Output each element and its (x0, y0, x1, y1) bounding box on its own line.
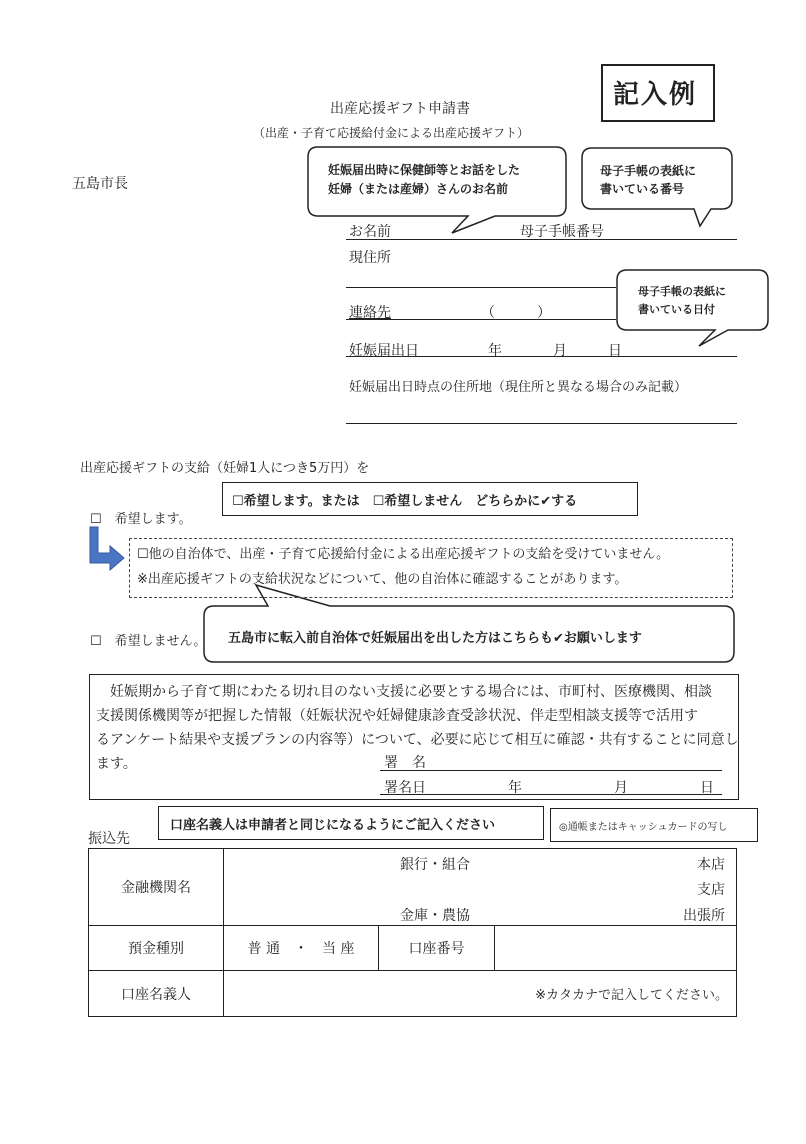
holder-label: 口座名義人 (121, 986, 191, 1003)
holder-input-cell[interactable] (224, 971, 737, 1017)
pregnancy-date-line[interactable] (346, 356, 737, 357)
page-subtitle: （出産・子育て応援給付金による出産応援ギフト） (253, 126, 530, 140)
booklet-date-callout-line2: 書いている日付 (638, 303, 715, 316)
holder-note: 口座名義人は申請者と同じになるようにご記入ください (170, 818, 496, 833)
wish-no-checkbox[interactable]: ☐ 希望しません。 (90, 634, 207, 649)
page-title: 出産応援ギフト申請書 (330, 101, 470, 117)
consent-line-2: 支援関係機関等が把握した情報（妊娠状況や妊婦健康診査受診状況、伴走型相談支援等で活用す (96, 708, 698, 724)
prev-address-label: 妊娠届出日時点の住所地（現住所と異なる場合のみ記載） (349, 380, 688, 395)
pregnancy-date-label: 妊娠届出日 (349, 343, 419, 359)
institution-label: 金融機関名 (121, 880, 191, 896)
wish-yes-checkbox[interactable]: ☐ 希望します。 (90, 512, 192, 527)
choose-note: ☐希望します。または ☐希望しません どちらかに✔する (232, 494, 578, 509)
bank-union-label: 銀行・組合 (400, 857, 470, 873)
head-office-label: 本店 (697, 857, 725, 873)
signature-month: 月 (614, 780, 628, 796)
address-label: 現住所 (349, 250, 391, 266)
contact-line[interactable] (346, 319, 616, 320)
signature-date-label: 署名日 (384, 780, 426, 796)
institution-input-cell[interactable] (224, 849, 737, 926)
account-number-label: 口座番号 (408, 941, 465, 957)
name-line[interactable] (346, 239, 737, 240)
account-number-label-cell (379, 926, 495, 971)
transfer-label: 振込先 (88, 831, 130, 847)
deposit-type-label: 預金種別 (128, 941, 184, 957)
deposit-types[interactable]: 普 通 ・ 当 座 (247, 941, 355, 957)
deposit-type-options[interactable] (224, 926, 379, 971)
bank-table (88, 848, 737, 1017)
booklet-number-label: 母子手帳番号 (520, 224, 604, 240)
address-line[interactable] (346, 287, 616, 288)
gift-intro: 出産応援ギフトの支給（妊婦1人につき5万円）を (80, 461, 370, 476)
contact-label: 連絡先 (349, 305, 391, 321)
addressee: 五島市長 (72, 176, 128, 192)
pregnancy-year: 年 (488, 343, 502, 359)
signature-day: 日 (700, 780, 714, 796)
name-callout-line2: 妊婦（または産婦）さんのお名前 (328, 182, 509, 196)
booklet-number-callout-line2: 書いている番号 (600, 182, 685, 196)
consent-line-4: ます。 (96, 756, 137, 772)
contact-paren: （ ） (481, 305, 551, 321)
deposit-type-label-cell (89, 926, 224, 971)
pregnancy-month: 月 (553, 343, 567, 359)
branch-label: 支店 (697, 882, 725, 898)
example-stamp-text: 記入例 (613, 80, 698, 110)
signature-year: 年 (508, 780, 522, 796)
booklet-date-callout-line1: 母子手帳の表紙に (638, 285, 726, 298)
katakana-note: ※カタカナで記入してください。 (535, 988, 728, 1003)
sub-branch-label: 出張所 (683, 908, 725, 924)
signature-line[interactable] (380, 770, 722, 771)
consent-line-3: るアンケート結果や支援プランの内容等）について、必要に応じて相互に確認・共有することに同意し (96, 732, 739, 748)
pregnancy-day: 日 (608, 343, 622, 359)
shinkin-nokyo-label: 金庫・農協 (400, 908, 470, 924)
other-city-note: ※出産応援ギフトの支給状況などについて、他の自治体に確認することがあります。 (137, 572, 628, 587)
signature-date-line[interactable] (380, 794, 722, 795)
transfer-note: 五島市に転入前自治体で妊娠届出を出した方はこちらも✔お願いします (228, 631, 642, 646)
consent-line-1: 妊娠期から子育て期にわたる切れ目のない支援に必要とする場合には、市町村、医療機関、相談 (96, 684, 712, 700)
name-callout-line1: 妊娠届出時に保健師等とお話をした (328, 163, 521, 177)
blue-arrow-icon (90, 527, 124, 570)
other-city-checkbox[interactable]: ☐他の自治体で、出産・子育て応援給付金による出産応援ギフトの支給を受けていません。 (137, 547, 670, 562)
name-label: お名前 (349, 224, 391, 240)
booklet-number-callout-line1: 母子手帳の表紙に (600, 164, 697, 178)
holder-label-cell (89, 971, 224, 1017)
account-number-input[interactable] (495, 926, 737, 971)
prev-address-line[interactable] (346, 423, 737, 424)
institution-label-cell (89, 849, 224, 926)
signature-label: 署 名 (384, 755, 426, 771)
passbook-note: ◎通帳またはキャッシュカードの写し (559, 822, 728, 833)
